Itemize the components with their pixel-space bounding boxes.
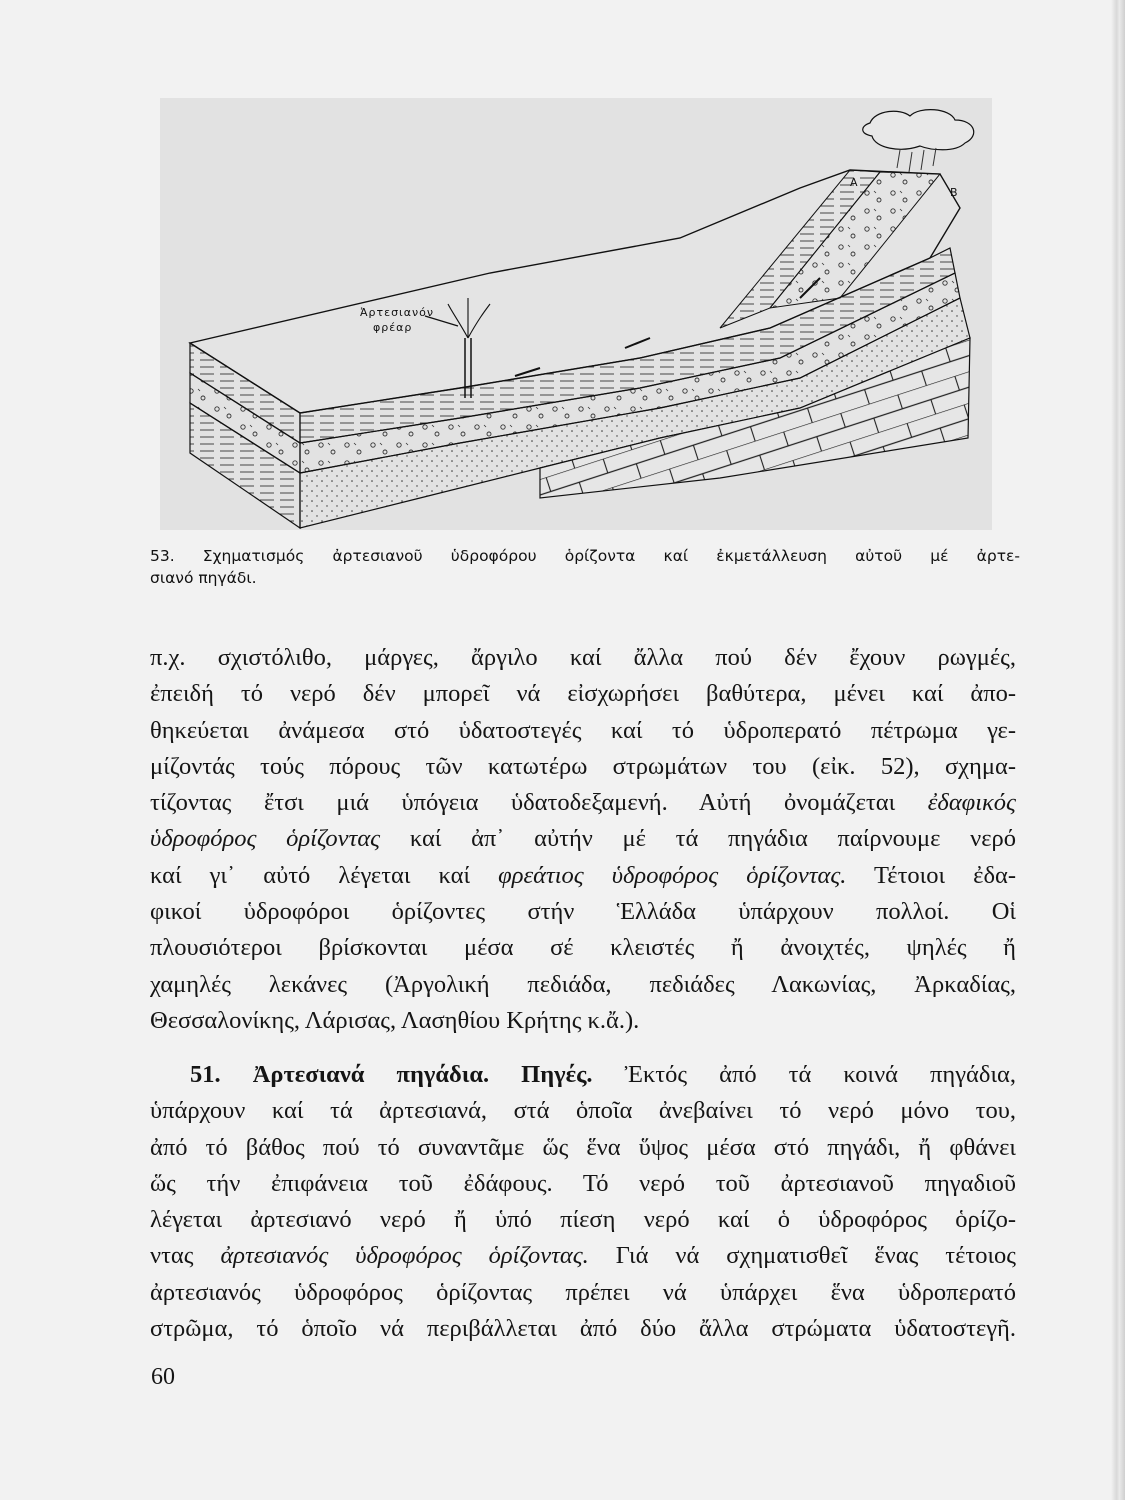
section-heading: 51. Ἀρτεσιανά πηγάδια. Πηγές. — [190, 1061, 593, 1088]
page-edge — [1111, 0, 1125, 1500]
text-line: λέγεται ἀρτεσιανό νερό ἤ ὑπό πίεση νερό καί ὁ ὑδροφόρος ὁρίζο- — [150, 1206, 1016, 1234]
text-line: ἀρτεσιανός ὑδροφόρος ὁρίζοντας πρέπει νά ὑπάρχει ἕνα ὑδροπερατό — [150, 1278, 1016, 1306]
text-line: φικοί ὑδροφόροι ὁρίζοντες στήν Ἑλλάδα ὑπάρχουν πολλοί. Οἱ — [150, 898, 1016, 926]
paragraph-aquifer — [150, 640, 1016, 1039]
term-italic: ἀρτεσιανός ὑδροφόρος ὁρίζοντας. — [220, 1242, 589, 1270]
text-line — [150, 1238, 1016, 1274]
text-line — [150, 858, 1016, 894]
text-run: Ἐκτός ἀπό τά κοινά πηγάδια, — [624, 1061, 1016, 1088]
text-run: τίζοντας ἔτσι μιά ὑπόγεια ὑδατοδεξαμενή. Αὐτή ὀνομάζεται — [150, 789, 896, 817]
text-line: θηκεύεται ἀνάμεσα στό ὑδατοστεγές καί τό ὑδροπερατό πέτρωμα γε- — [150, 716, 1016, 744]
text-run: καί ἀπ᾽ αὐτήν μέ τά πηγάδια παίρνουμε νερό — [409, 825, 1016, 853]
figure-label-well: Ἀρτεσιανόν — [360, 306, 435, 319]
section-51-artesian-wells — [150, 1057, 1016, 1347]
text-line: ὑπάρχουν καί τά ἀρτεσιανά, στά ὁποῖα ἀνεβαίνει τό νερό μόνο του, — [150, 1097, 1016, 1125]
figure-label-a: A — [850, 176, 859, 189]
text-line: μίζοντάς τούς πόρους τῶν κατωτέρω στρωμάτων του (εἰκ. 52), σχημα- — [150, 752, 1016, 780]
term-italic: ὑδροφόρος ὁρίζοντας — [150, 825, 381, 853]
text-line: ἀπό τό βάθος πού τό συναντᾶμε ὥς ἕνα ὕψος μέσα στό πηγάδι, ἤ φθάνει — [150, 1133, 1016, 1161]
text-line — [150, 785, 1016, 821]
text-line: ἐπειδή τό νερό δέν μπορεῖ νά εἰσχωρήσει βαθύτερα, μένει καί ἀπο- — [150, 680, 1016, 708]
page-number: 60 — [151, 1364, 175, 1390]
text-line — [150, 1057, 1016, 1093]
text-run: Γιά νά σχηματισθεῖ ἕνας τέτοιος — [615, 1242, 1017, 1270]
geological-block-diagram — [160, 98, 992, 530]
caption-line: 53. Σχηματισμός ἀρτεσιανοῦ ὑδροφόρου ὁρίζοντα καί ἐκμετάλλευση αὐτοῦ μέ ἀρτε- — [150, 547, 1020, 565]
text-run: ντας — [150, 1242, 194, 1270]
caption-line: σιανό πηγάδι. — [150, 569, 257, 587]
term-italic: φρεάτιος ὑδροφόρος ὁρίζοντας. — [498, 861, 847, 889]
figure-label-well-2: φρέαρ — [373, 321, 413, 334]
text-line: στρῶμα, τό ὁποῖο νά περιβάλλεται ἀπό δύο ἄλλα στρώματα ὑδατοστεγῆ. — [150, 1315, 1016, 1343]
text-line — [150, 821, 1016, 857]
text-line: χαμηλές λεκάνες (Ἀργολική πεδιάδα, πεδιάδες Λακωνίας, Ἀρκαδίας, — [150, 970, 1016, 998]
text-line: ὥς τήν ἐπιφάνεια τοῦ ἐδάφους. Τό νερό τοῦ ἀρτεσιανοῦ πηγαδιοῦ — [150, 1169, 1016, 1197]
term-italic: ἐδαφικός — [927, 789, 1016, 817]
figure-label-b: B — [950, 186, 959, 199]
text-line: π.χ. σχιστόλιθο, μάργες, ἄργιλο καί ἄλλα πού δέν ἔχουν ρωγμές, — [150, 644, 1016, 671]
text-line: πλουσιότεροι βρίσκονται μέσα σέ κλειστές ἤ ἀνοιχτές, ψηλές ἤ — [150, 934, 1016, 962]
figure-artesian-aquifer — [160, 98, 992, 530]
figure-caption — [150, 545, 1020, 589]
text-line: Θεσσαλονίκης, Λάρισας, Λασηθίου Κρήτης κ.ἄ.). — [150, 1006, 640, 1034]
text-run: Τέτοιοι ἐδα- — [874, 861, 1016, 889]
text-run: καί γι᾽ αὐτό λέγεται καί — [150, 861, 471, 889]
